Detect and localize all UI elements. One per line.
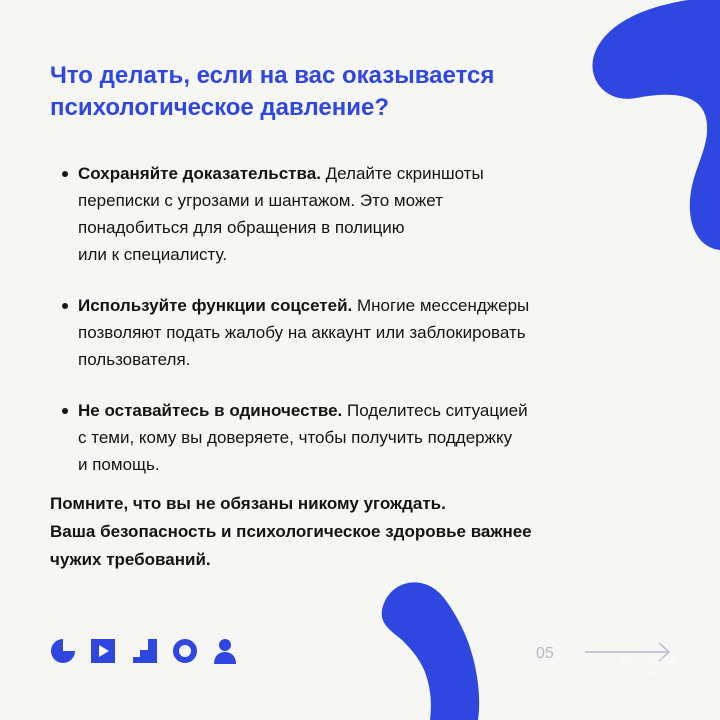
item-text: Поделитесь ситуацией [342, 401, 528, 420]
play-icon [88, 636, 118, 666]
title-line-1: Что делать, если на вас оказывается [50, 62, 495, 89]
pie-shape-icon [48, 636, 78, 666]
item-text: переписки с угрозами и шантажом. Это может [78, 191, 443, 210]
ring-icon [170, 636, 200, 666]
item-heading: Не оставайтесь в одиночестве. [78, 401, 343, 420]
item-text: или к специалисту. [78, 245, 228, 264]
item-text: позволяют подать жалобу на аккаунт или заблокировать [78, 323, 526, 342]
list-item [62, 397, 662, 478]
item-text: Делайте скриншоты [320, 164, 484, 183]
advice-list [62, 160, 662, 502]
title-line-2: психологическое давление? [50, 94, 389, 121]
photo-credit [620, 655, 679, 679]
list-item [62, 160, 662, 268]
item-heading: Используйте функции соцсетей. [78, 296, 353, 315]
item-text: и помощь. [78, 455, 160, 474]
item-text: понадобиться для обращения в полицию [78, 218, 405, 237]
person-icon [210, 636, 240, 666]
page-title [50, 60, 610, 124]
closing-line-2: Ваша безопасность и психологическое здоровье важнее [50, 522, 532, 541]
item-text: пользователя. [78, 350, 191, 369]
closing-statement [50, 490, 670, 574]
bottom-blob [382, 582, 479, 720]
photo-credit-line-1: Фото: freepik [620, 655, 679, 666]
steps-icon [130, 636, 160, 666]
closing-line-3: чужих требований. [50, 550, 211, 569]
page-number: 05 [536, 645, 554, 662]
list-item [62, 292, 662, 373]
item-text: Многие мессенджеры [352, 296, 530, 315]
item-text: с теми, кому вы доверяете, чтобы получить поддержку [78, 428, 513, 447]
photo-credit-line-2: edurusoft.ru [620, 667, 674, 678]
item-heading: Сохраняйте доказательства. [78, 164, 321, 183]
closing-line-1: Помните, что вы не обязаны никому угождать. [50, 494, 446, 513]
